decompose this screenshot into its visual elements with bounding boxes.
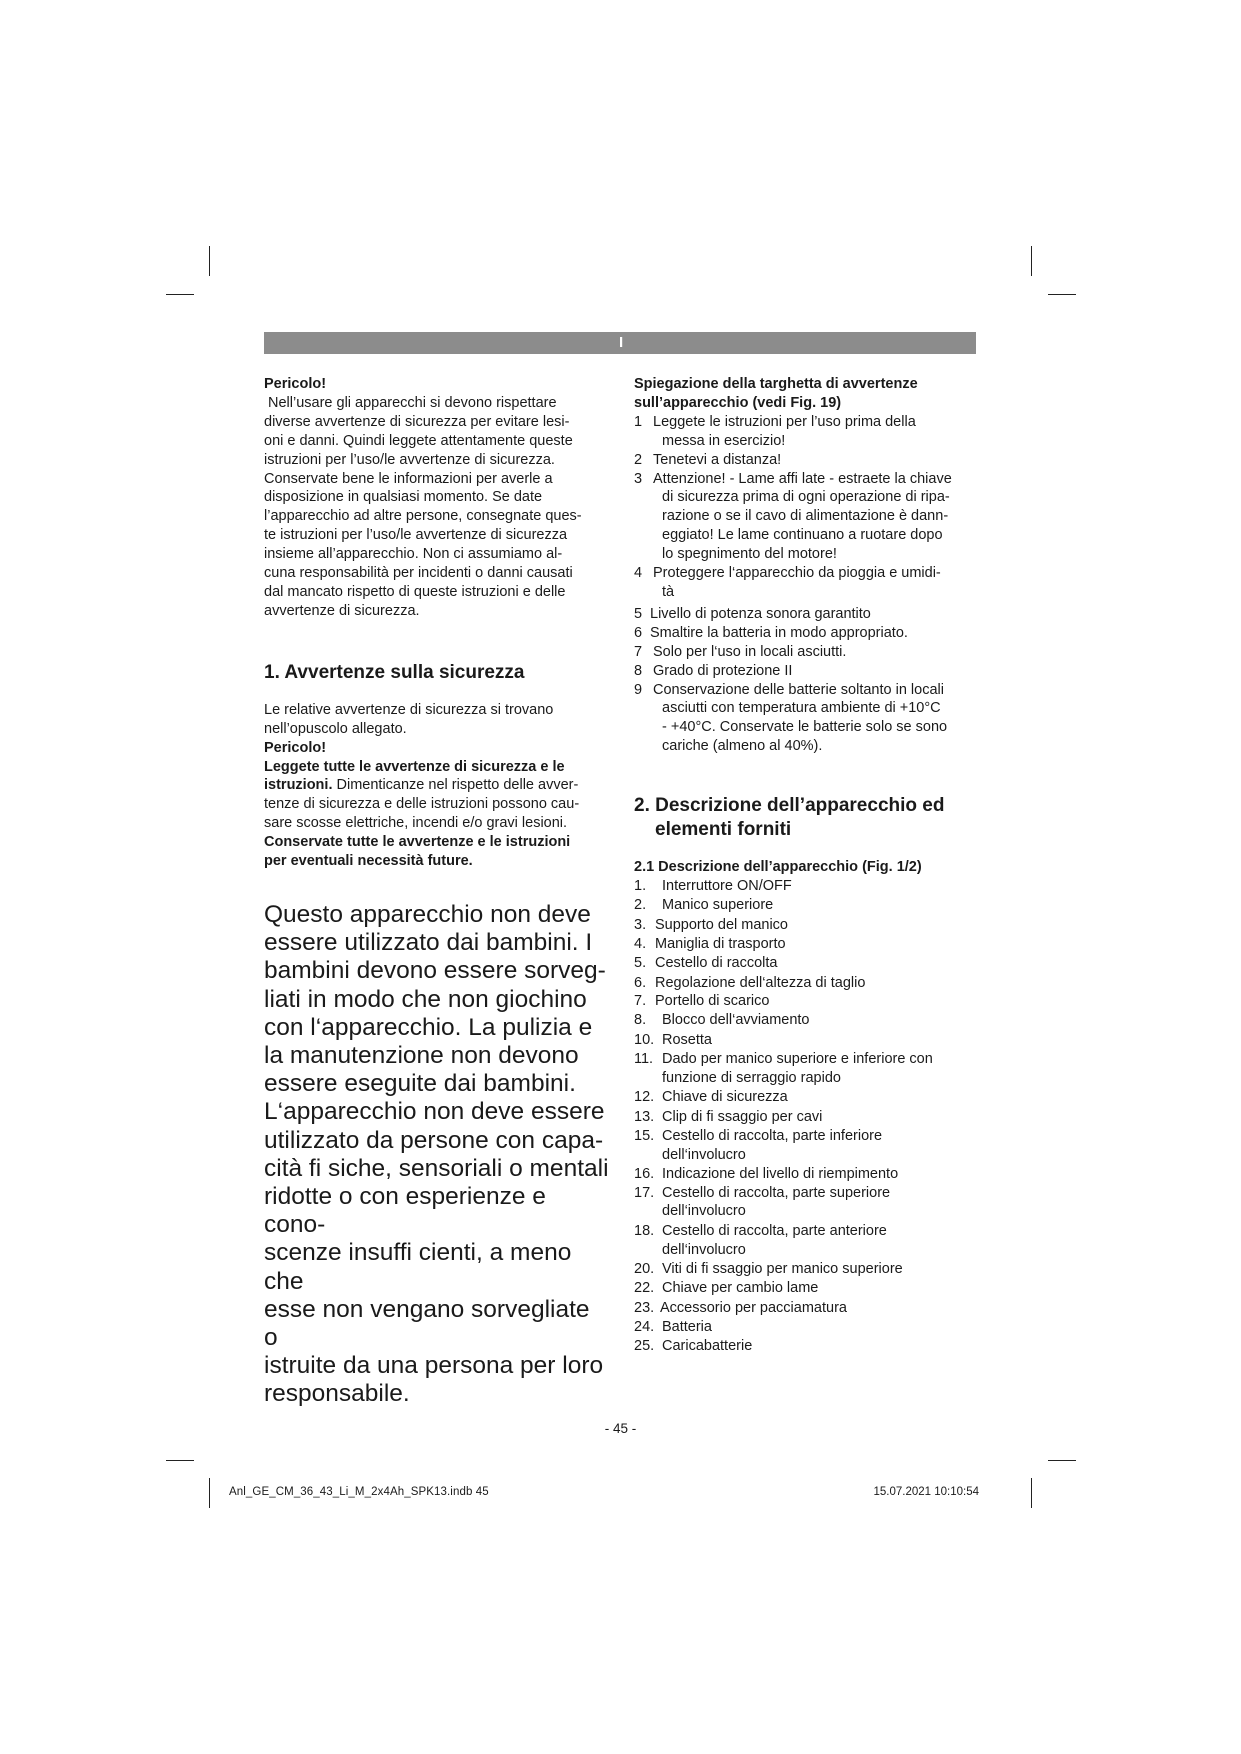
item-text: Chiave per cambio lame xyxy=(662,1280,819,1297)
list-item xyxy=(634,1165,984,1184)
item-text: messa in esercizio! xyxy=(662,432,786,449)
list-item xyxy=(634,451,984,470)
crop-mark xyxy=(166,294,194,295)
warning-line: la manutenzione non devono xyxy=(264,1041,579,1069)
item-text: Indicazione del livello di riempimento xyxy=(662,1165,899,1182)
section-2-heading xyxy=(634,794,984,842)
item-text: Regolazione dell‘altezza di taglio xyxy=(655,974,866,991)
item-number: 20. xyxy=(634,1261,655,1278)
warning-line: utilizzato da persone con capa- xyxy=(264,1126,604,1154)
warning-line: essere utilizzato dai bambini. I xyxy=(264,929,593,957)
item-number: 17. xyxy=(634,1184,655,1201)
warning-line: liati in modo che non giochino xyxy=(264,985,587,1013)
list-item xyxy=(634,681,984,757)
crop-mark xyxy=(1031,1478,1032,1508)
text-line: tenze di sicurezza e delle istruzioni possono cau- xyxy=(264,796,580,813)
item-text: Attenzione! - Lame affi late - estraete la chiave xyxy=(653,470,952,487)
item-text: Solo per l‘uso in locali asciutti. xyxy=(653,643,847,660)
crop-mark xyxy=(209,1478,210,1508)
warning-line: Questo apparecchio non deve xyxy=(264,900,591,928)
item-text: Caricabatterie xyxy=(662,1337,753,1354)
list-item xyxy=(634,624,984,643)
item-text: - +40°C. Conservate le batterie solo se sono xyxy=(662,719,948,736)
text-line: Leggete tutte le avvertenze di sicurezza e le xyxy=(264,758,565,775)
crop-mark xyxy=(1048,294,1076,295)
child-safety-warning xyxy=(264,901,609,1409)
section-1-danger-title: Pericolo! xyxy=(264,739,327,756)
item-text: asciutti con temperatura ambiente di +10°C xyxy=(662,700,941,717)
item-number: 3. xyxy=(634,916,647,933)
warning-line: con l‘apparecchio. La pulizia e xyxy=(264,1013,593,1041)
section-1-body xyxy=(264,701,609,871)
heading-line: elementi forniti xyxy=(655,819,792,841)
item-number: 8. xyxy=(634,1012,647,1029)
page-number: - 45 - xyxy=(604,1421,637,1436)
item-text: dell‘involucro xyxy=(662,1203,746,1220)
text-line: oni e danni. Quindi leggete attentamente queste xyxy=(264,432,573,449)
list-item xyxy=(634,1279,984,1298)
warning-line: bambini devono essere sorveg- xyxy=(264,957,606,985)
text-line: insieme all’apparecchio. Non ci assumiamo al- xyxy=(264,546,563,563)
item-number: 7 xyxy=(634,643,643,660)
list-item xyxy=(634,1108,984,1127)
list-item xyxy=(634,413,984,451)
crop-mark xyxy=(1048,1460,1076,1461)
item-number: 6 xyxy=(634,624,643,641)
item-number: 11. xyxy=(634,1051,654,1068)
list-item xyxy=(634,1222,984,1260)
description-list xyxy=(634,877,984,1356)
item-text: Leggete le istruzioni per l’uso prima della xyxy=(653,413,916,430)
list-item xyxy=(634,1260,984,1279)
list-item xyxy=(634,896,984,915)
section-2-1-heading: 2.1 Descrizione dell’apparecchio (Fig. 1/2) xyxy=(634,859,922,876)
language-marker: I xyxy=(619,334,624,351)
text-line: cuna responsabilità per incidenti o danni causati xyxy=(264,565,573,582)
list-item xyxy=(634,662,984,681)
item-text: Supporto del manico xyxy=(655,916,788,933)
danger-text xyxy=(264,394,609,621)
item-number: 7. xyxy=(634,993,647,1010)
list-item xyxy=(634,1318,984,1337)
list-item xyxy=(634,1299,984,1318)
item-number: 2 xyxy=(634,451,643,468)
item-number: 22. xyxy=(634,1280,655,1297)
warning-line: cità fi siche, sensoriali o mentali xyxy=(264,1154,609,1182)
item-number: 5 xyxy=(634,605,643,622)
danger-title: Pericolo! xyxy=(264,376,327,392)
item-text: funzione di serraggio rapido xyxy=(662,1070,841,1087)
item-text: Manico superiore xyxy=(662,896,774,913)
item-number: 6. xyxy=(634,974,647,991)
left-column xyxy=(264,375,609,1409)
item-text: dell‘involucro xyxy=(662,1242,746,1259)
item-text: dell‘involucro xyxy=(662,1146,746,1163)
item-number: 12. xyxy=(634,1089,655,1105)
item-text: Portello di scarico xyxy=(655,993,770,1010)
item-number: 18. xyxy=(634,1223,655,1240)
crop-mark xyxy=(166,1460,194,1461)
item-text: Cestello di raccolta, parte inferiore xyxy=(662,1127,883,1144)
text-line: diverse avvertenze di sicurezza per evitare lesi- xyxy=(264,413,570,430)
text-line: Nell’usare gli apparecchi si devono rispettare xyxy=(268,394,557,411)
item-text: Maniglia di trasporto xyxy=(655,935,786,952)
text-line: dal mancato rispetto di queste istruzioni e delle xyxy=(264,583,566,600)
warning-line: istruite da una persona per loro xyxy=(264,1352,604,1380)
item-text: Cestello di raccolta, parte anteriore xyxy=(662,1223,887,1240)
list-item xyxy=(634,935,984,954)
text-line: te istruzioni per l’uso/le avvertenze di sicurezza xyxy=(264,527,568,544)
text-line: istruzioni per l’uso/le avvertenze di sicurezza. xyxy=(264,451,555,468)
item-text: Cestello di raccolta xyxy=(655,954,778,971)
text-line: avvertenze di sicurezza. xyxy=(264,602,420,619)
text-line: l’apparecchio ad altre persone, consegnate ques- xyxy=(264,508,582,525)
list-item xyxy=(634,1127,984,1165)
list-item xyxy=(634,1050,984,1088)
item-text: Proteggere l‘apparecchio da pioggia e umidi- xyxy=(653,565,941,582)
item-text: eggiato! Le lame continuano a ruotare dopo xyxy=(662,527,943,544)
list-item xyxy=(634,974,984,993)
item-number: 8 xyxy=(634,662,643,679)
list-item xyxy=(634,877,984,896)
text-line: per eventuali necessità future. xyxy=(264,853,473,870)
text-line xyxy=(264,776,609,795)
list-item xyxy=(634,564,984,602)
item-text: Viti di fi ssaggio per manico superiore xyxy=(662,1261,903,1278)
warning-line: esse non vengano sorvegliate o xyxy=(264,1295,590,1351)
item-text: Conservazione delle batterie soltanto in locali xyxy=(653,681,944,698)
item-number: 13. xyxy=(634,1108,655,1125)
item-text: Rosetta xyxy=(662,1032,712,1049)
item-number: 3 xyxy=(634,470,643,487)
item-text: Smaltire la batteria in modo appropriato. xyxy=(650,624,908,641)
item-text: lo spegnimento del motore! xyxy=(662,546,837,563)
item-number: 5. xyxy=(634,954,647,971)
item-text: Interruttore ON/OFF xyxy=(662,878,792,895)
item-number: 9 xyxy=(634,681,643,698)
item-text: Accessorio per pacciamatura xyxy=(660,1299,847,1316)
warning-line: responsabile. xyxy=(264,1380,410,1408)
section-1-heading: 1. Avvertenze sulla sicurezza xyxy=(264,661,525,683)
item-text: razione o se il cavo di alimentazione è dann- xyxy=(662,508,949,525)
warning-line: scenze insuffi cienti, a meno che xyxy=(264,1239,572,1295)
item-number: 4. xyxy=(634,935,647,952)
language-header-bar xyxy=(264,332,976,354)
list-item xyxy=(634,954,984,973)
crop-mark xyxy=(1031,246,1032,276)
list-item xyxy=(634,916,984,935)
warning-line: L‘apparecchio non deve essere xyxy=(264,1098,605,1126)
item-number: 1. xyxy=(634,878,647,895)
list-item xyxy=(634,605,984,624)
item-number: 4 xyxy=(634,565,643,582)
item-number: 10. xyxy=(634,1032,655,1049)
item-text: Blocco dell‘avviamento xyxy=(662,1012,810,1029)
right-column xyxy=(634,375,984,1356)
footer-file-info: Anl_GE_CM_36_43_Li_M_2x4Ah_SPK13.indb 45 xyxy=(229,1486,489,1498)
text-run: Dimenticanze nel rispetto delle avver- xyxy=(332,777,579,794)
item-number: 23. xyxy=(634,1299,655,1316)
list-item xyxy=(634,643,984,662)
item-text: tà xyxy=(662,583,675,600)
item-number: 25. xyxy=(634,1337,655,1354)
item-text: cariche (almeno al 40%). xyxy=(662,738,823,755)
item-text: Livello di potenza sonora garantito xyxy=(650,605,871,622)
item-number: 16. xyxy=(634,1165,655,1182)
list-item xyxy=(634,1088,984,1107)
list-item xyxy=(634,1337,984,1356)
list-item xyxy=(634,992,984,1011)
item-number: 15. xyxy=(634,1127,655,1144)
text-line: nell’opuscolo allegato. xyxy=(264,720,407,737)
label-heading: sull’apparecchio (vedi Fig. 19) xyxy=(634,394,842,411)
list-item xyxy=(634,470,984,565)
crop-mark xyxy=(209,246,210,276)
item-number: 24. xyxy=(634,1318,655,1335)
item-text: Chiave di sicurezza xyxy=(662,1089,788,1105)
item-text: Tenetevi a distanza! xyxy=(653,451,782,468)
label-heading: Spiegazione della targhetta di avvertenze xyxy=(634,376,918,392)
list-item xyxy=(634,1184,984,1222)
text-line: Le relative avvertenze di sicurezza si trovano xyxy=(264,701,554,718)
footer-timestamp: 15.07.2021 10:10:54 xyxy=(873,1486,979,1498)
text-line: sare scosse elettriche, incendi e/o gravi lesioni. xyxy=(264,815,568,832)
list-item xyxy=(634,1031,984,1050)
item-text: Cestello di raccolta, parte superiore xyxy=(662,1184,891,1201)
item-number: 1 xyxy=(634,413,643,430)
text-line: disposizione in qualsiasi momento. Se date xyxy=(264,489,543,506)
item-text: Clip di fi ssaggio per cavi xyxy=(662,1108,823,1125)
bold-run: istruzioni. xyxy=(264,777,333,794)
warning-line: ridotte o con esperienze e cono- xyxy=(264,1182,546,1239)
heading-line: 2. Descrizione dell’apparecchio ed xyxy=(634,795,945,817)
list-item xyxy=(634,1011,984,1030)
warning-label-list xyxy=(634,413,984,756)
warning-line: essere eseguite dai bambini. xyxy=(264,1070,576,1098)
item-text: Grado di protezione II xyxy=(653,662,793,679)
item-text: Batteria xyxy=(662,1318,712,1335)
item-number: 2. xyxy=(634,896,647,913)
text-line: Conservate bene le informazioni per averle a xyxy=(264,470,553,487)
item-text: di sicurezza prima di ogni operazione di ripa- xyxy=(662,489,950,506)
item-text: Dado per manico superiore e inferiore con xyxy=(662,1051,933,1068)
text-line: Conservate tutte le avvertenze e le istruzioni xyxy=(264,834,571,851)
